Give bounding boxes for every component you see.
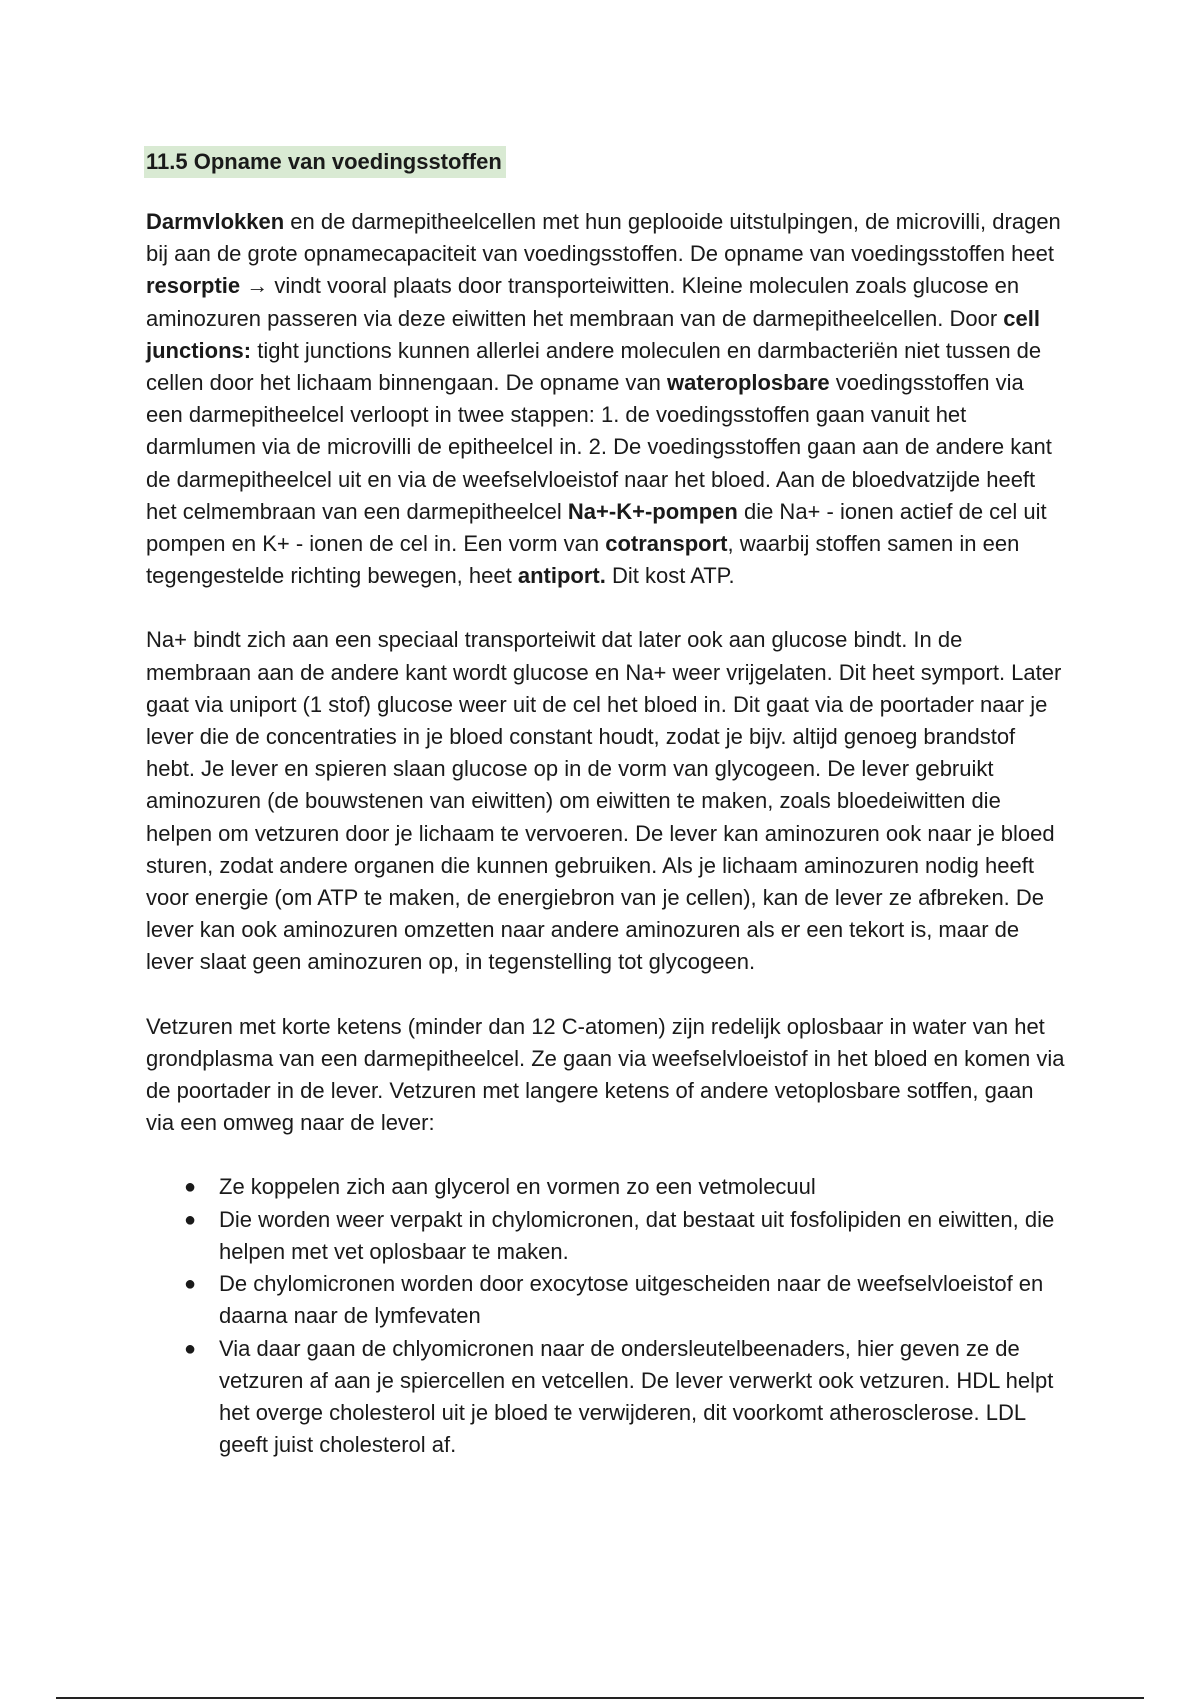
term-antiport: antiport. <box>517 563 606 589</box>
document-page <box>146 140 1066 1461</box>
term-wateroplosbare: wateroplosbare <box>667 370 830 396</box>
list-item: ● De chylomicronen worden door exocytose uitgescheiden naar de weefselvloeistof en daarna naar de lymfevaten <box>219 1268 1066 1332</box>
paragraph-resorptie: Darmvlokken en de darmepitheelcellen met hun geplooide uitstulpingen, de microvilli, dragen bij aan de grote opnamecapaciteit van voedingsstoffen. De opname van voedingsstoffen heet resorptie → vindt vooral plaats door transporteiwitten. Kleine moleculen zoals glucose en aminozuren passeren via deze eiwitten het membraan van de darmepitheelcellen. Door cell junctions: tight junctions kunnen allerlei andere moleculen en darmbacteriën niet tussen de cellen door het lichaam binnengaan. De opname van wateroplosbare voedingsstoffen via een darmepitheelcel verloopt in twee stappen: 1. de voedingsstoffen gaan vanuit het darmlumen via de microvilli de epitheelcel in. 2. De voedingsstoffen gaan aan de andere kant de darmepitheelcel uit en via de weefselvloeistof naar het bloed. Aan de bloedvatzijde heeft het celmembraan van een darmepitheelcel Na+-K+-pompen die Na+ - ionen actief de cel uit pompen en K+ - ionen de cel in. Een vorm van cotransport, waarbij stoffen samen in een tegengestelde richting bewegen, heet antiport. Dit kost ATP. <box>146 209 1061 589</box>
bullet-icon: ● <box>184 1337 197 1360</box>
list-item: ● Ze koppelen zich aan glycerol en vormen zo een vetmolecuul <box>219 1171 1066 1203</box>
bullet-list <box>146 1171 1066 1461</box>
term-darmvlokken: Darmvlokken <box>146 209 285 234</box>
bullet-icon: ● <box>184 1273 197 1296</box>
term-cotransport: cotransport <box>605 531 728 557</box>
paragraph-symport: Na+ bindt zich aan een speciaal transporteiwit dat later ook aan glucose bindt. In de membraan aan de andere kant wordt glucose en Na+ weer vrijgelaten. Dit heet symport. Later gaat via uniport (1 stof) glucose weer uit de cel het bloed in. Dit gaat via de poortader naar je lever die de concentraties in je bloed constant houdt, zodat je bijv. altijd genoeg brandstof hebt. Je lever en spieren slaan glucose op in de vorm van glycogeen. De lever gebruikt aminozuren (de bouwstenen van eiwitten) om eiwitten te maken, zoals bloedeiwitten die helpen om vetzuren door je lichaam te vervoeren. De lever kan aminozuren ook naar je bloed sturen, zodat andere organen die kunnen gebruiken. Als je lichaam aminozuren nodig heeft voor energie (om ATP te maken, de energiebron van je cellen), kan de lever ze afbreken. De lever kan ook aminozuren omzetten naar andere aminozuren als er een tekort is, maar de lever slaat geen aminozuren op, in tegenstelling tot glycogeen. <box>146 627 1062 975</box>
term-resorptie: resorptie <box>146 273 241 299</box>
term-na-k-pompen: Na+-K+-pompen <box>567 498 738 524</box>
paragraph-vetzuren: Vetzuren met korte ketens (minder dan 12 C-atomen) zijn redelijk oplosbaar in water van het grondplasma van een darmepitheelcel. Ze gaan via weefselvloeistof in het bloed en komen via de poortader in de lever. Vetzuren met langere ketens of andere vetoplosbare sotffen, gaan via een omweg naar de lever: <box>146 1013 1065 1136</box>
bullet-icon: ● <box>184 1208 197 1231</box>
list-item: ● Via daar gaan de chlyomicronen naar de ondersleutelbeenaders, hier geven ze de vetzuren af aan je spiercellen en vetcellen. De lever verwerkt ook vetzuren. HDL helpt het overge cholesterol uit je bloed te verwijderen, dit voorkomt atherosclerose. LDL geeft juist cholesterol af. <box>219 1333 1066 1462</box>
section-heading: 11.5 Opname van voedingsstoffen <box>144 146 506 178</box>
term-cell-junctions: cell junctions: <box>146 305 1040 363</box>
bullet-icon: ● <box>184 1176 197 1199</box>
footer-divider <box>56 1697 1144 1699</box>
list-item: ● Die worden weer verpakt in chylomicronen, dat bestaat uit fosfolipiden en eiwitten, die helpen met vet oplosbaar te maken. <box>219 1204 1066 1268</box>
